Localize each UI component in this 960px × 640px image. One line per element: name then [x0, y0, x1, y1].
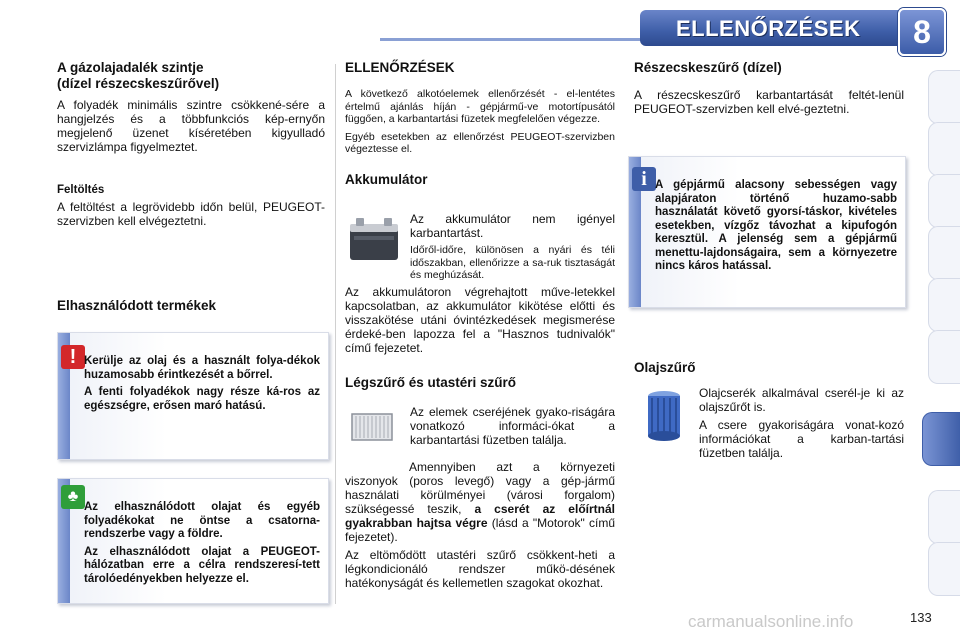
oil-filter-section [634, 360, 904, 376]
info-text [655, 179, 897, 278]
chapter-tabs [928, 70, 960, 580]
oil-filter-title: Olajszűrő [634, 360, 696, 375]
warning-text [84, 355, 320, 417]
oil-filter-p1: Olajcserék alkalmával cserél-je ki az olajszűrőt is. [699, 386, 904, 414]
oil-filter-icon [640, 388, 688, 444]
battery-p3: Az akkumulátoron végrehajtott műve-letekkel kapcsolatban, az akkumulátor kikötése előtti és visszakötése utáni óvintézkedések megismerése érdeké-ben lapozza fel a "Hasznos tudnivalók" című fejezetet. [345, 285, 615, 355]
column-divider [335, 64, 336, 604]
chapter-tab[interactable] [928, 174, 960, 228]
battery-title: Akkumulátor [345, 171, 428, 187]
warning-p2: A fenti folyadékok nagy része ká-ros az egészségre, erősen maró hatású. [84, 386, 320, 412]
info-paragraph: A gépjármű alacsony sebességen vagy alapjáraton történő huzamo-sabb használatát követő gyorsí-táskor, kivételes esetekben, vízgőz távozhat a kipufogón keresztül. A jelenség sem a gépjármű menettu-lajdonságaira, sem a környezetre nincs káros hatással. [655, 179, 897, 272]
chapter-number: 8 [898, 8, 946, 56]
fuel-additive-text: A folyadék minimális szintre csökkené-sére a hangjelzés és a többfunkciós kép-ernyőn megjelenő üzenet kíséretében kigyulladó szervizlámpa figyelmeztet. [57, 98, 325, 154]
chapter-tab[interactable] [928, 542, 960, 596]
environment-box [57, 478, 329, 604]
info-icon: i [632, 167, 656, 191]
refill-text: A feltöltést a legrövidebb időn belül, PEUGEOT-szervizben kell elvégeztetni. [57, 200, 325, 228]
middle-column [345, 60, 615, 188]
page-title: ELLENŐRZÉSEK [676, 16, 861, 41]
tree-icon: ♣ [61, 485, 85, 509]
warning-icon: ! [61, 345, 85, 369]
chapter-tab[interactable] [928, 278, 960, 332]
right-column [634, 60, 904, 116]
battery-side-text [410, 212, 615, 282]
filter-p2a: Amennyiben azt a környezeti viszonyok (poros levegő) vagy a gép-jármű használati körülményei (városi forgalom) szükségessé teszik, [345, 460, 615, 516]
fuel-additive-title: A gázolajadalék szintje [57, 60, 204, 75]
watermark: carmanualsonline.info [688, 612, 854, 631]
battery-p2: Időről-időre, különösen a nyári és téli időszakban, ellenőrizze a sa-ruk tisztaságát és meghúzását. [410, 244, 615, 281]
filter-p2b: a cserét az előírtnál gyakrabban hajtsa végre [345, 502, 615, 530]
chapter-tab[interactable] [928, 330, 960, 384]
dpf-title: Részecskeszűrő (dízel) [634, 60, 782, 75]
used-products-title: Elhasználódott termékek [57, 298, 217, 313]
battery-notes [345, 285, 615, 391]
battery-icon [346, 214, 402, 264]
oil-filter-p2: A csere gyakoriságára vonat-kozó információkat a karban-tartási füzetben találja. [699, 418, 904, 460]
fuel-additive-subtitle: (dízel részecskeszűrővel) [57, 76, 220, 91]
chapter-tab-active[interactable] [922, 412, 960, 466]
warning-box [57, 332, 329, 460]
filter-p3: Az eltömődött utastéri szűrő csökkent-heti a légkondicionáló rendszer műkö-désének hatékonyságát és kellemetlen szagokat okozhat. [345, 548, 615, 590]
chapter-tab[interactable] [928, 70, 960, 124]
environment-text [84, 501, 320, 590]
checks-intro: A következő alkotóelemek ellenőrzését - el-lentétes értelmű ajánlás híján - gépjármű-ve motortípusától függően, a karbantartási füzetek megfelelően végezze. [345, 88, 615, 125]
environment-p2: Az elhasználódott olajat a PEUGEOT-hálózatban erre a célra rendszeresí-tett tárolóedényekben helyezze el. [84, 545, 320, 585]
checks-intro-2: Egyéb esetekben az ellenőrzést PEUGEOT-szervizben végeztesse el. [345, 130, 615, 155]
environment-p1: Az elhasználódott olajat és egyéb folyadékokat ne öntse a csatorna-rendszerbe vagy a földre. [84, 501, 320, 540]
warning-p1: Kerülje az olaj és a használt folya-dékok huzamosabb érintkezését a bőrrel. [84, 355, 320, 381]
filter-title: Légszűrő és utastéri szűrő [345, 375, 517, 390]
filter-notes [345, 460, 615, 590]
checks-title: ELLENŐRZÉSEK [345, 60, 455, 75]
refill-title: Feltöltés [57, 184, 105, 196]
filter-p2 [345, 460, 615, 544]
battery-p1: Az akkumulátor nem igényel karbantartást. [410, 212, 615, 240]
info-box [628, 156, 906, 308]
filter-p1: Az elemek cseréjének gyako-riságára vonatkozó informáci-ókat a karbantartási füzetben találja. [410, 405, 615, 447]
chapter-tab[interactable] [928, 490, 960, 544]
oil-filter-text [699, 386, 904, 460]
chapter-tab[interactable] [928, 226, 960, 280]
filter-side-text [410, 405, 615, 447]
left-column [57, 60, 325, 314]
dpf-text: A részecskeszűrő karbantartását feltét-lenül PEUGEOT-szervizben kell elvé-geztetni. [634, 88, 904, 116]
chapter-tab[interactable] [928, 122, 960, 176]
air-filter-icon [348, 410, 396, 444]
page-number: 133 [910, 610, 932, 625]
filter-p2c: (lásd a "Motorok" című fejezetet). [345, 516, 616, 544]
